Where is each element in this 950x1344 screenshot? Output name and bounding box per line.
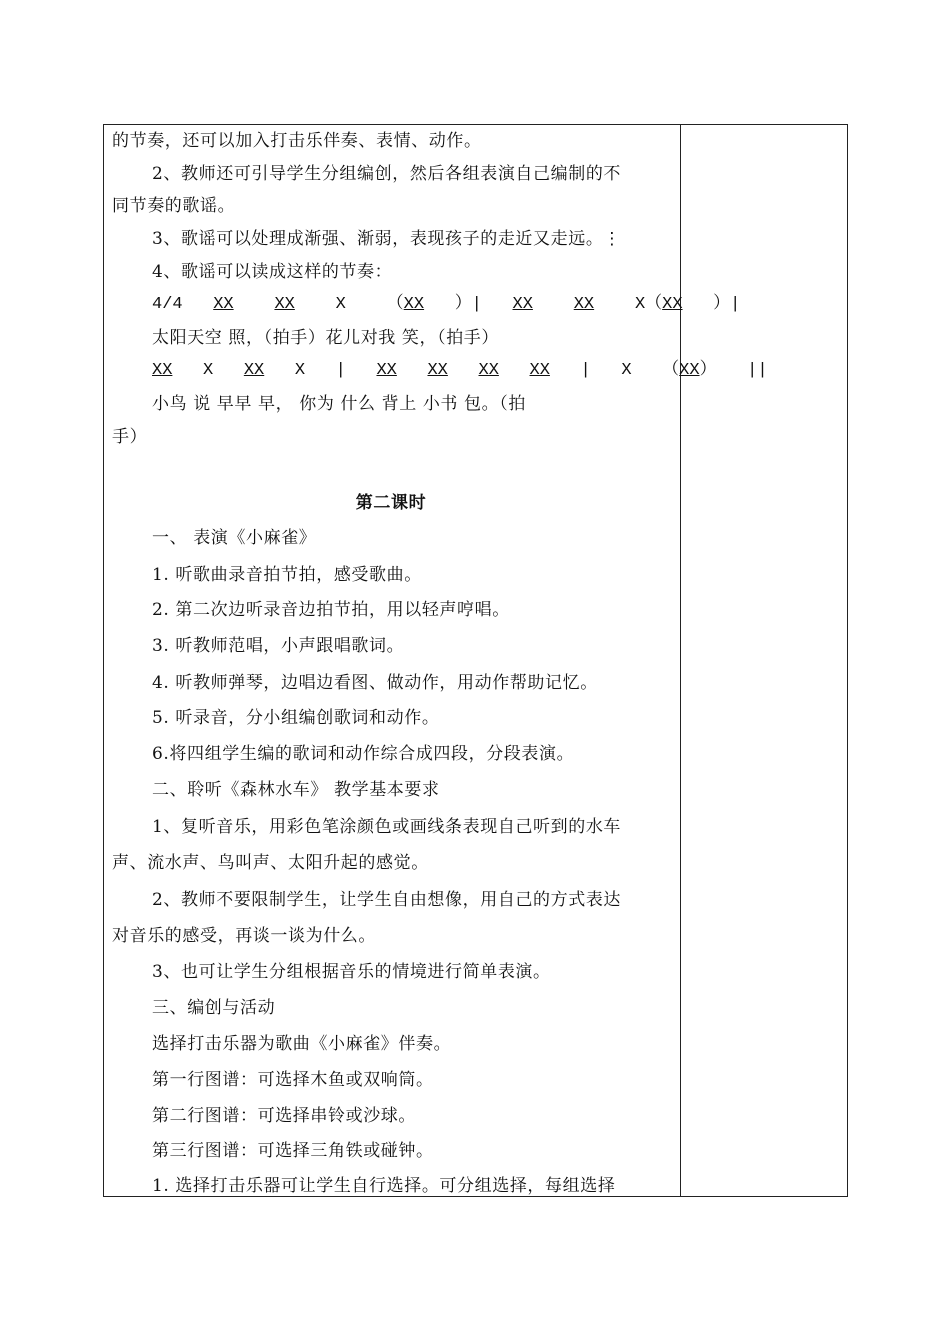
lyric-line-2-cont: 手） xyxy=(112,427,148,447)
rhythm-note: XX xyxy=(662,295,683,314)
lyric-line-2: 小鸟 说 早早 早， 你为 什么 背上 小书 包。（拍 xyxy=(152,394,526,414)
lesson-line: 声、流水声、鸟叫声、太阳升起的感觉。 xyxy=(112,853,429,873)
rhythm-note: XX xyxy=(478,361,499,380)
rhythm-note: XX xyxy=(243,361,265,380)
rhythm-note: XX xyxy=(679,361,700,380)
lesson-line: 2、教师不要限制学生，让学生自由想像，用自己的方式表达 xyxy=(152,890,622,910)
lesson-line: 3. 听教师范唱，小声跟唱歌词。 xyxy=(152,636,405,656)
rhythm-note: XX xyxy=(573,295,595,314)
rhythm-note: XX xyxy=(427,361,448,380)
bar-line: | xyxy=(335,361,346,380)
bar-line: ）| xyxy=(713,295,741,314)
rhythm-notation-line-1 xyxy=(152,293,740,317)
rhythm-note: X xyxy=(621,361,632,380)
rhythm-note: XX xyxy=(152,361,173,380)
lesson-line: 第二行图谱：可选择串铃或沙球。 xyxy=(152,1106,416,1126)
text-line: 4、歌谣可以读成这样的节奏： xyxy=(152,262,393,282)
bar-line: ）| xyxy=(454,295,482,314)
lesson-line: 3、也可让学生分组根据音乐的情境进行简单表演。 xyxy=(152,962,551,982)
section-heading: 第二课时 xyxy=(355,493,427,513)
text-line: 的节奏，还可以加入打击乐伴奏、表情、动作。 xyxy=(112,131,482,151)
notes-cell xyxy=(681,125,847,1196)
lesson-line: 第三行图谱：可选择三角铁或碰钟。 xyxy=(152,1141,434,1161)
lesson-line: 选择打击乐器为歌曲《小麻雀》伴奏。 xyxy=(152,1034,452,1054)
lesson-line: 一、 表演《小麻雀》 xyxy=(152,528,317,548)
lyric-line-1: 太阳天空 照，（拍手）花儿对我 笑，（拍手） xyxy=(152,328,500,348)
rhythm-note: XX xyxy=(403,295,425,314)
text-line: 同节奏的歌谣。 xyxy=(112,196,236,216)
bar-line: | xyxy=(580,361,591,380)
rhythm-note: X xyxy=(335,295,346,314)
lesson-line: 第一行图谱：可选择木鱼或双响筒。 xyxy=(152,1070,434,1090)
lesson-line: 1. 听歌曲录音拍节拍，感受歌曲。 xyxy=(152,565,422,585)
rhythm-note: XX xyxy=(376,361,397,380)
rhythm-note: X xyxy=(203,361,214,380)
rhythm-note: XX xyxy=(529,361,550,380)
rhythm-note: XX xyxy=(274,295,295,314)
rhythm-notation-line-2 xyxy=(152,359,768,383)
rhythm-note: XX xyxy=(512,295,533,314)
lesson-line: 三、编创与活动 xyxy=(152,998,276,1018)
lesson-line: 1、复听音乐，用彩色笔涂颜色或画线条表现自己听到的水车 xyxy=(152,817,622,837)
double-bar-line: || xyxy=(747,361,768,380)
rhythm-paren: （ xyxy=(662,361,680,380)
rhythm-note: X（ xyxy=(634,295,663,314)
lesson-line: 4. 听教师弹琴，边唱边看图、做动作，用动作帮助记忆。 xyxy=(152,673,598,693)
lesson-line: 5. 听录音，分小组编创歌词和动作。 xyxy=(152,708,440,728)
rhythm-paren: （ xyxy=(386,295,404,314)
lesson-line: 2. 第二次边听录音边拍节拍，用以轻声哼唱。 xyxy=(152,600,510,620)
time-signature: 4/4 xyxy=(152,295,183,314)
rhythm-note: X xyxy=(294,361,306,380)
text-line: 2、教师还可引导学生分组编创，然后各组表演自己编制的不 xyxy=(152,164,622,184)
lesson-line: 1. 选择打击乐器可让学生自行选择。可分组选择，每组选择 xyxy=(152,1176,616,1196)
rhythm-paren: ） xyxy=(699,361,717,380)
rhythm-note: XX xyxy=(213,295,234,314)
lesson-line: 二、聆听《森林水车》 教学基本要求 xyxy=(152,780,440,800)
text-line: 3、歌谣可以处理成渐强、渐弱，表现孩子的走近又走远。⋮ xyxy=(152,229,622,249)
lesson-line: 6.将四组学生编的歌词和动作综合成四段，分段表演。 xyxy=(152,744,575,764)
lesson-plan-table xyxy=(103,124,848,1197)
lesson-line: 对音乐的感受，再谈一谈为什么。 xyxy=(112,926,376,946)
